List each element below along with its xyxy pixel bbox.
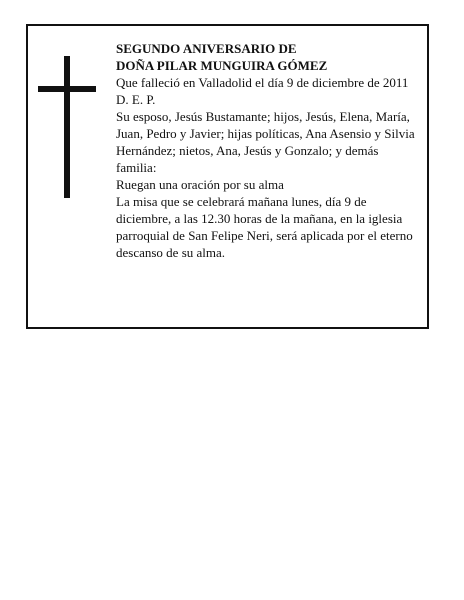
family-text: Su esposo, Jesús Bustamante; hijos, Jesús, Elena, María, Juan, Pedro y Javier; hijas políticas, Ana Asensio y Silvia Hernández; nietos, Ana, Jesús y Gonzalo; y demás familia:: [116, 109, 415, 175]
cross-vertical-bar: [64, 56, 70, 198]
cross-icon: [38, 56, 96, 198]
cross-horizontal-bar: [38, 86, 96, 92]
death-info: Que falleció en Valladolid el día 9 de diciembre de 2011: [116, 75, 409, 90]
rip-text: D. E. P.: [116, 92, 156, 107]
notice-title-line-2: DOÑA PILAR MUNGUIRA GÓMEZ: [116, 58, 328, 73]
notice-title-line-1: SEGUNDO ANIVERSARIO DE: [116, 41, 297, 56]
mass-info: La misa que se celebrará mañana lunes, día 9 de diciembre, a las 12.30 horas de la mañana, en la iglesia parroquial de San Felipe Neri, será aplicada por el eterno descanso de su alma.: [116, 194, 413, 260]
obituary-notice: [26, 24, 429, 329]
prayer-request: Ruegan una oración por su alma: [116, 177, 284, 192]
notice-text: [116, 40, 422, 261]
